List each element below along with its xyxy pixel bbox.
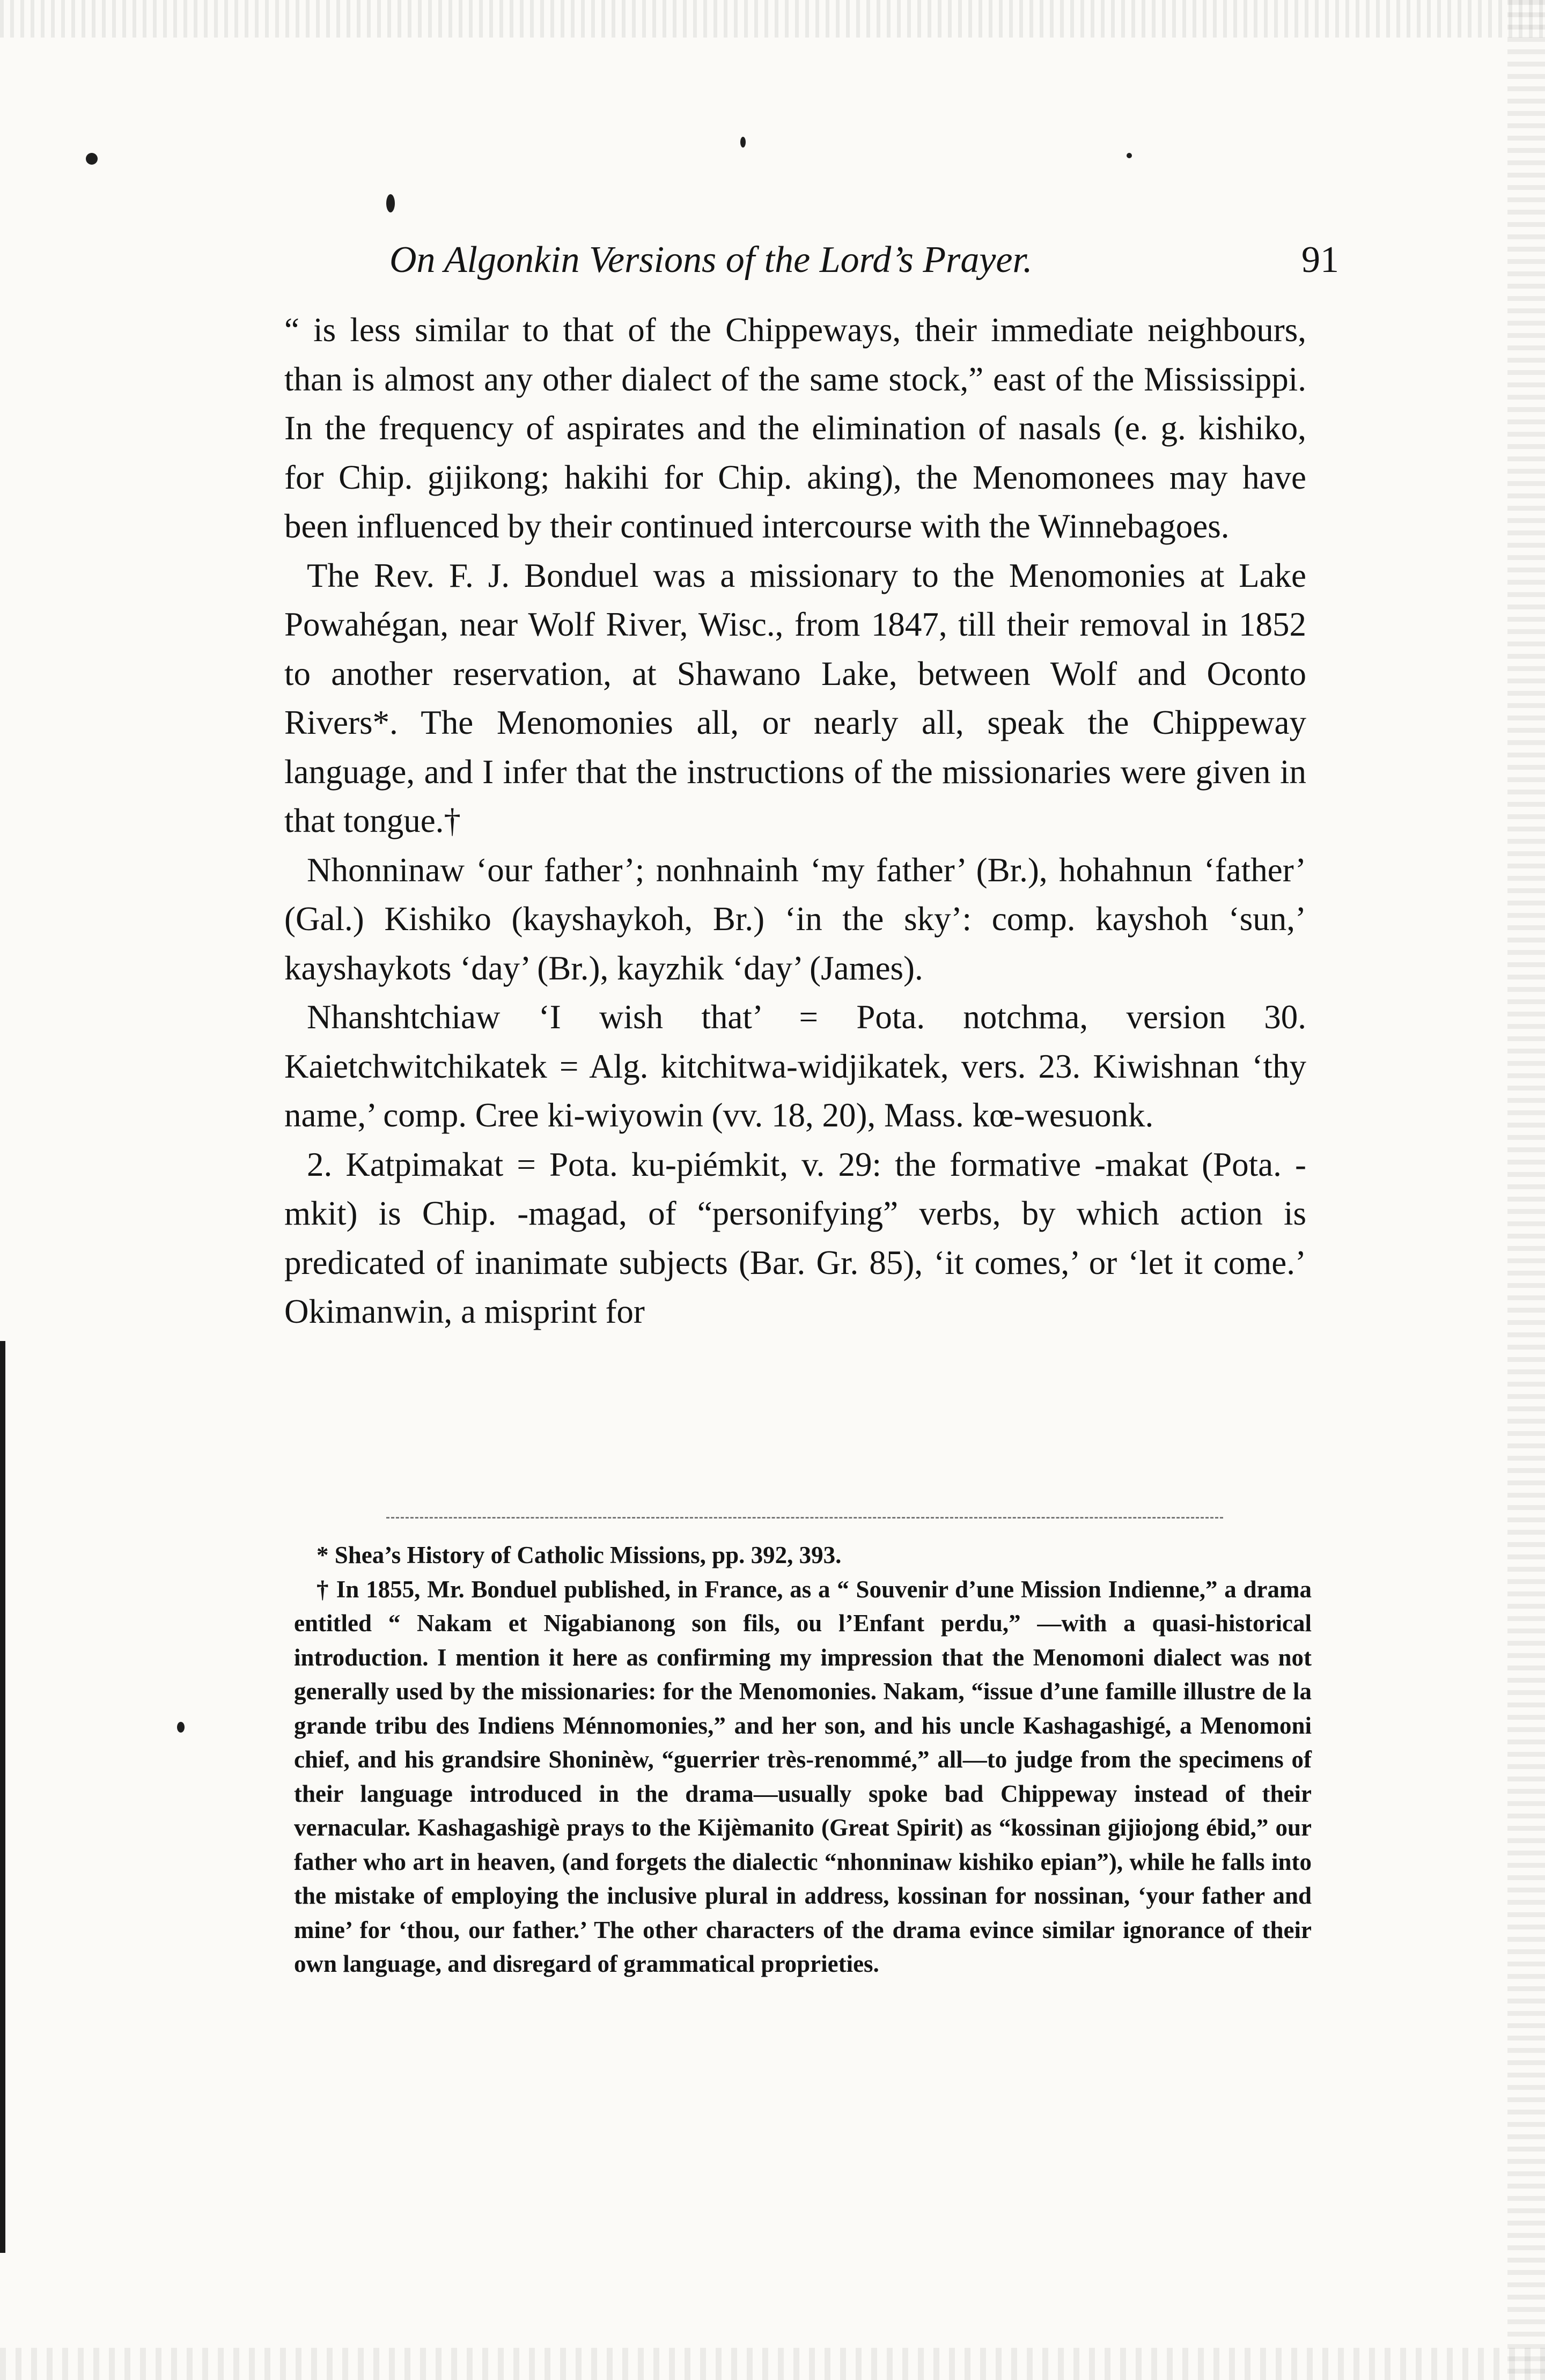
running-header [389,233,1339,287]
page-title: On Algonkin Versions of the Lord’s Prayer. [389,239,1033,281]
scan-shadow-right [1507,0,1545,2380]
ink-speck [1127,153,1132,158]
main-text [284,306,1306,1337]
scan-shadow-left [0,1341,5,2253]
footnotes [294,1538,1312,1981]
footnote: * Shea’s History of Catholic Missions, pp. 392, 393. [317,1542,842,1568]
paragraph: The Rev. F. J. Bonduel was a missionary to the Menomonies at Lake Powahégan, near Wolf River, Wisc., from 1847, till their removal in 1852 to another reservation, at Shawano Lake, between Wolf and Oconto Rivers*. The Menomonies all, or nearly all, speak the Chippeway language, and I infer that the instructions of the missionaries were given in that tongue.† [284,556,1306,839]
ink-speck [740,137,746,148]
scan-shadow-top [0,0,1545,38]
paragraph: 2. Katpimakat = Pota. ku-piémkit, v. 29: the formative -makat (Pota. -mkit) is Chip. -magad, of “personifying” verbs, by which action is predicated of inanimate subjects (Bar. Gr. 85), ‘it comes,’ or ‘let it come.’ Okimanwin, a misprint for [284,1145,1306,1330]
footnote-divider [386,1517,1223,1519]
paragraph: “ is less similar to that of the Chippeways, their immediate neighbours, than is almost any other dialect of the same stock,” east of the Mississippi. In the frequency of aspirates and the elimination of nasals (e. g. kishiko, for Chip. gijikong; hakihi for Chip. aking), the Menomonees may have been influenced by their continued intercourse with the Winnebagoes. [284,311,1306,545]
ink-speck [86,153,98,165]
paragraph: Nhanshtchiaw ‘I wish that’ = Pota. notchma, version 30. Kaietchwitchikatek = Alg. kitchitwa-widjikatek, vers. 23. Kiwishnan ‘thy name,’ comp. Cree ki-wiyowin (vv. 18, 20), Mass. kœ-wesuonk. [284,998,1306,1134]
ink-speck [177,1722,185,1733]
ink-speck [386,194,395,212]
page-number: 91 [1301,239,1339,281]
scan-shadow-bottom [0,2348,1545,2380]
footnote: † In 1855, Mr. Bonduel published, in France, as a “ Souvenir d’une Mission Indienne,” a drama entitled “ Nakam et Nigabianong son fils, ou l’Enfant perdu,” —with a quasi-historical introduction. I mention it here as confirming my impression that the Menomoni dialect was not generally used by the missionaries: for the Menomonies. Nakam, “issue d’une famille illustre de la grande tribu des Indiens Ménnomonies,” and her son, and his uncle Kashagashigé, a Menomoni chief, and his grandsire Shoninèw, “guerrier très-renommé,” all—to judge from the specimens of their language introduced in the drama—usually spoke bad Chippeway instead of their vernacular. Kashagashigè prays to the Kijèmanito (Great Spirit) as “kossinan gijiojong ébid,” our father who art in heaven, (and forgets the dialectic “nhonninaw kishiko epian”), while he falls into the mistake of employing the inclusive plural in address, kossinan for nossinan, ‘your father and mine’ for ‘thou, our father.’ The other characters of the drama evince similar ignorance of their own language, and disregard of grammatical proprieties. [294,1575,1312,1977]
paragraph: Nhonninaw ‘our father’; nonhnainh ‘my father’ (Br.), hohahnun ‘father’ (Gal.) Kishiko (kayshaykoh, Br.) ‘in the sky’: comp. kayshoh ‘sun,’ kayshaykots ‘day’ (Br.), kayzhik ‘day’ (James). [284,851,1306,987]
